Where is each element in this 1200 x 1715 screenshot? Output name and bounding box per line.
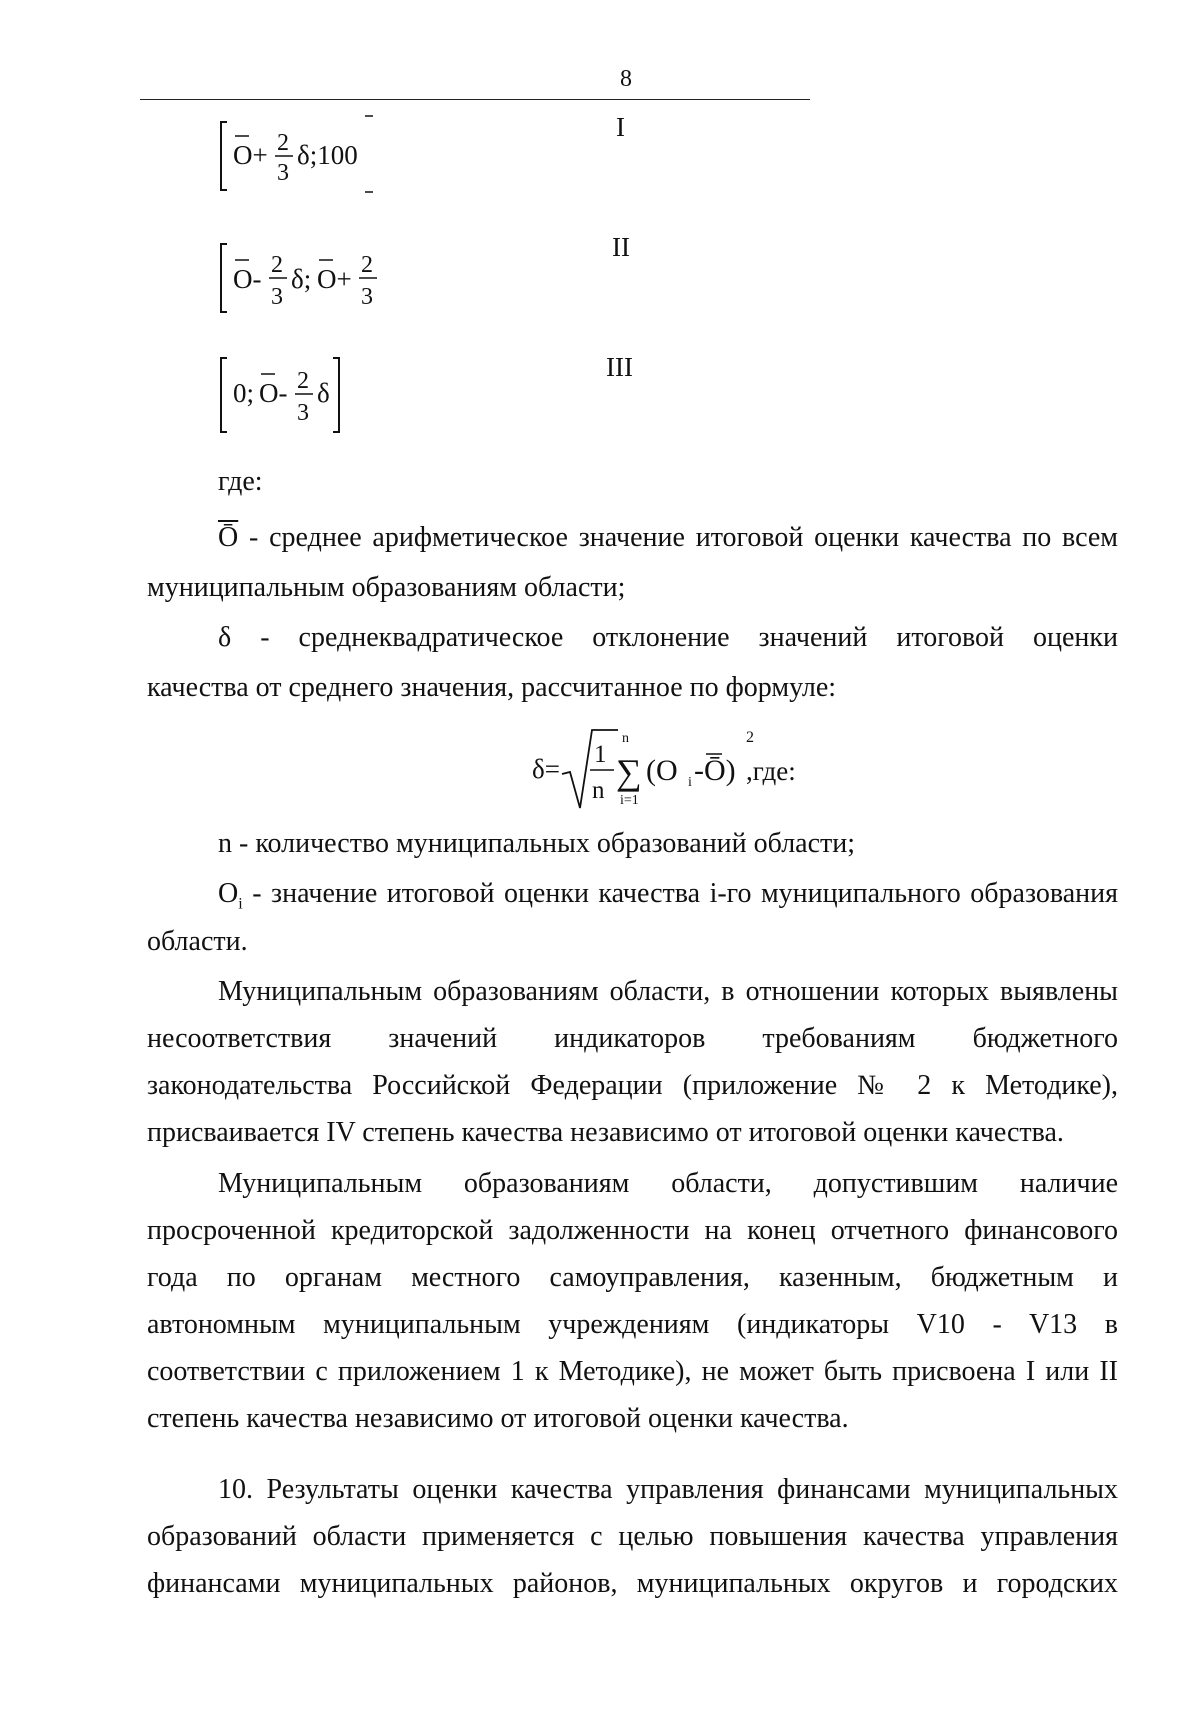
delta-formula-lhs: δ= [532,754,560,784]
delta-formula-term-sub: i [688,775,692,790]
interval-formula-3 [215,352,365,443]
delta-formula-term-rest: -Ō) [694,754,736,787]
delta-definition-cont [147,664,1118,711]
svg-text:δ;100: δ;100 [297,140,358,170]
page-number: 8 [620,66,632,92]
degree-1: I [616,112,625,142]
svg-text:3: 3 [277,160,289,186]
svg-text:O+: O+ [233,140,268,170]
paragraph-3-line-3: финансами муниципальных районов, муниципальных округов и городских [147,1568,1118,1599]
svg-text:2: 2 [361,252,373,278]
delta-formula [530,720,830,825]
svg-text:2: 2 [277,130,289,156]
where-label: где: [218,466,263,497]
paragraph-1 [147,968,1118,1156]
delta-formula-svg [530,720,830,820]
o-bar-definition-cont [147,564,1118,611]
svg-text:O-: O- [233,264,262,294]
interval-formula-1 [215,112,395,203]
o-bar-text-line2: муниципальным образованиям области; [147,572,626,603]
interval-formula-2 [215,232,395,323]
paragraph-2-line-6: степень качества независимо от итоговой оценки качества. [147,1403,849,1434]
oi-text-line2: области. [147,926,248,957]
delta-definition [218,614,1118,661]
paragraph-2-line-4: автономным муниципальным учреждениям (индикаторы V10 - V13 в [147,1309,1118,1340]
oi-text-line1: - значение итоговой оценки качества i-го муниципального образования [242,878,1118,909]
paragraph-2-line-1: Муниципальным образованиям области, допустившим наличие [218,1168,1118,1199]
o-bar-text-line1: - среднее арифметическое значение итоговой оценки качества по всем [249,522,1118,553]
delta-formula-denominator: n [592,777,605,804]
svg-text:O-: O- [259,378,288,408]
o-bar-symbol: $\overline{Ō}$ [218,522,239,553]
interval-formula-1-svg [215,112,395,198]
paragraph-2 [147,1160,1118,1442]
svg-text:2: 2 [297,368,309,394]
svg-text:2: 2 [271,252,283,278]
svg-text:3: 3 [297,400,309,426]
delta-formula-suffix: ,где: [746,756,796,786]
degree-2: II [612,232,630,262]
delta-text-line1: - среднеквадратическое отклонение значений итоговой оценки [260,622,1119,653]
oi-definition [218,870,1118,928]
paragraph-2-line-3: года по органам местного самоуправления, казенным, бюджетным и [147,1262,1118,1293]
paragraph-1-line-2: несоответствия значений индикаторов требованиям бюджетного [147,1023,1118,1054]
svg-text:δ: δ [317,378,330,408]
header-rule [140,99,810,100]
delta-formula-term: (O [646,754,678,787]
n-definition: n - количество муниципальных образований области; [218,828,856,859]
oi-symbol: O [218,878,239,909]
delta-formula-sum-lower: i=1 [620,793,639,808]
svg-text:0;: 0; [233,378,255,408]
interval-formula-2-svg [215,232,395,318]
paragraph-3-line-1: 10. Результаты оценки качества управления финансами муниципальных [218,1474,1118,1505]
svg-text:3: 3 [361,284,373,310]
o-bar-definition [218,514,1118,561]
delta-text-line2: качества от среднего значения, рассчитанное по формуле: [147,672,837,703]
paragraph-2-line-2: просроченной кредиторской задолженности на конец отчетного финансового [147,1215,1118,1246]
paragraph-2-line-5: соответствии с приложением 1 к Методике), не может быть присвоена I или II [147,1356,1118,1387]
delta-formula-sum-upper: n [622,731,629,746]
paragraph-3-line-2: образований области применяется с целью повышения качества управления [147,1521,1118,1552]
svg-text:O+: O+ [317,264,352,294]
sigma-icon: ∑ [616,752,642,792]
interval-formula-3-svg [215,352,365,438]
paragraph-1-line-3: законодательства Российской Федерации (приложение № 2 к Методике), [147,1070,1118,1101]
delta-formula-numerator: 1 [594,741,607,768]
paragraph-1-line-4: присваивается IV степень качества независимо от итоговой оценки качества. [147,1117,1064,1148]
svg-text:δ;: δ; [291,264,312,294]
paragraph-1-line-1: Муниципальным образованиям области, в отношении которых выявлены [218,976,1118,1007]
delta-symbol: δ [218,622,232,653]
oi-symbol-sub: i [238,895,243,913]
delta-formula-exponent: 2 [746,729,754,746]
degree-3: III [606,352,633,382]
svg-text:3: 3 [271,284,283,310]
paragraph-3 [147,1466,1118,1607]
